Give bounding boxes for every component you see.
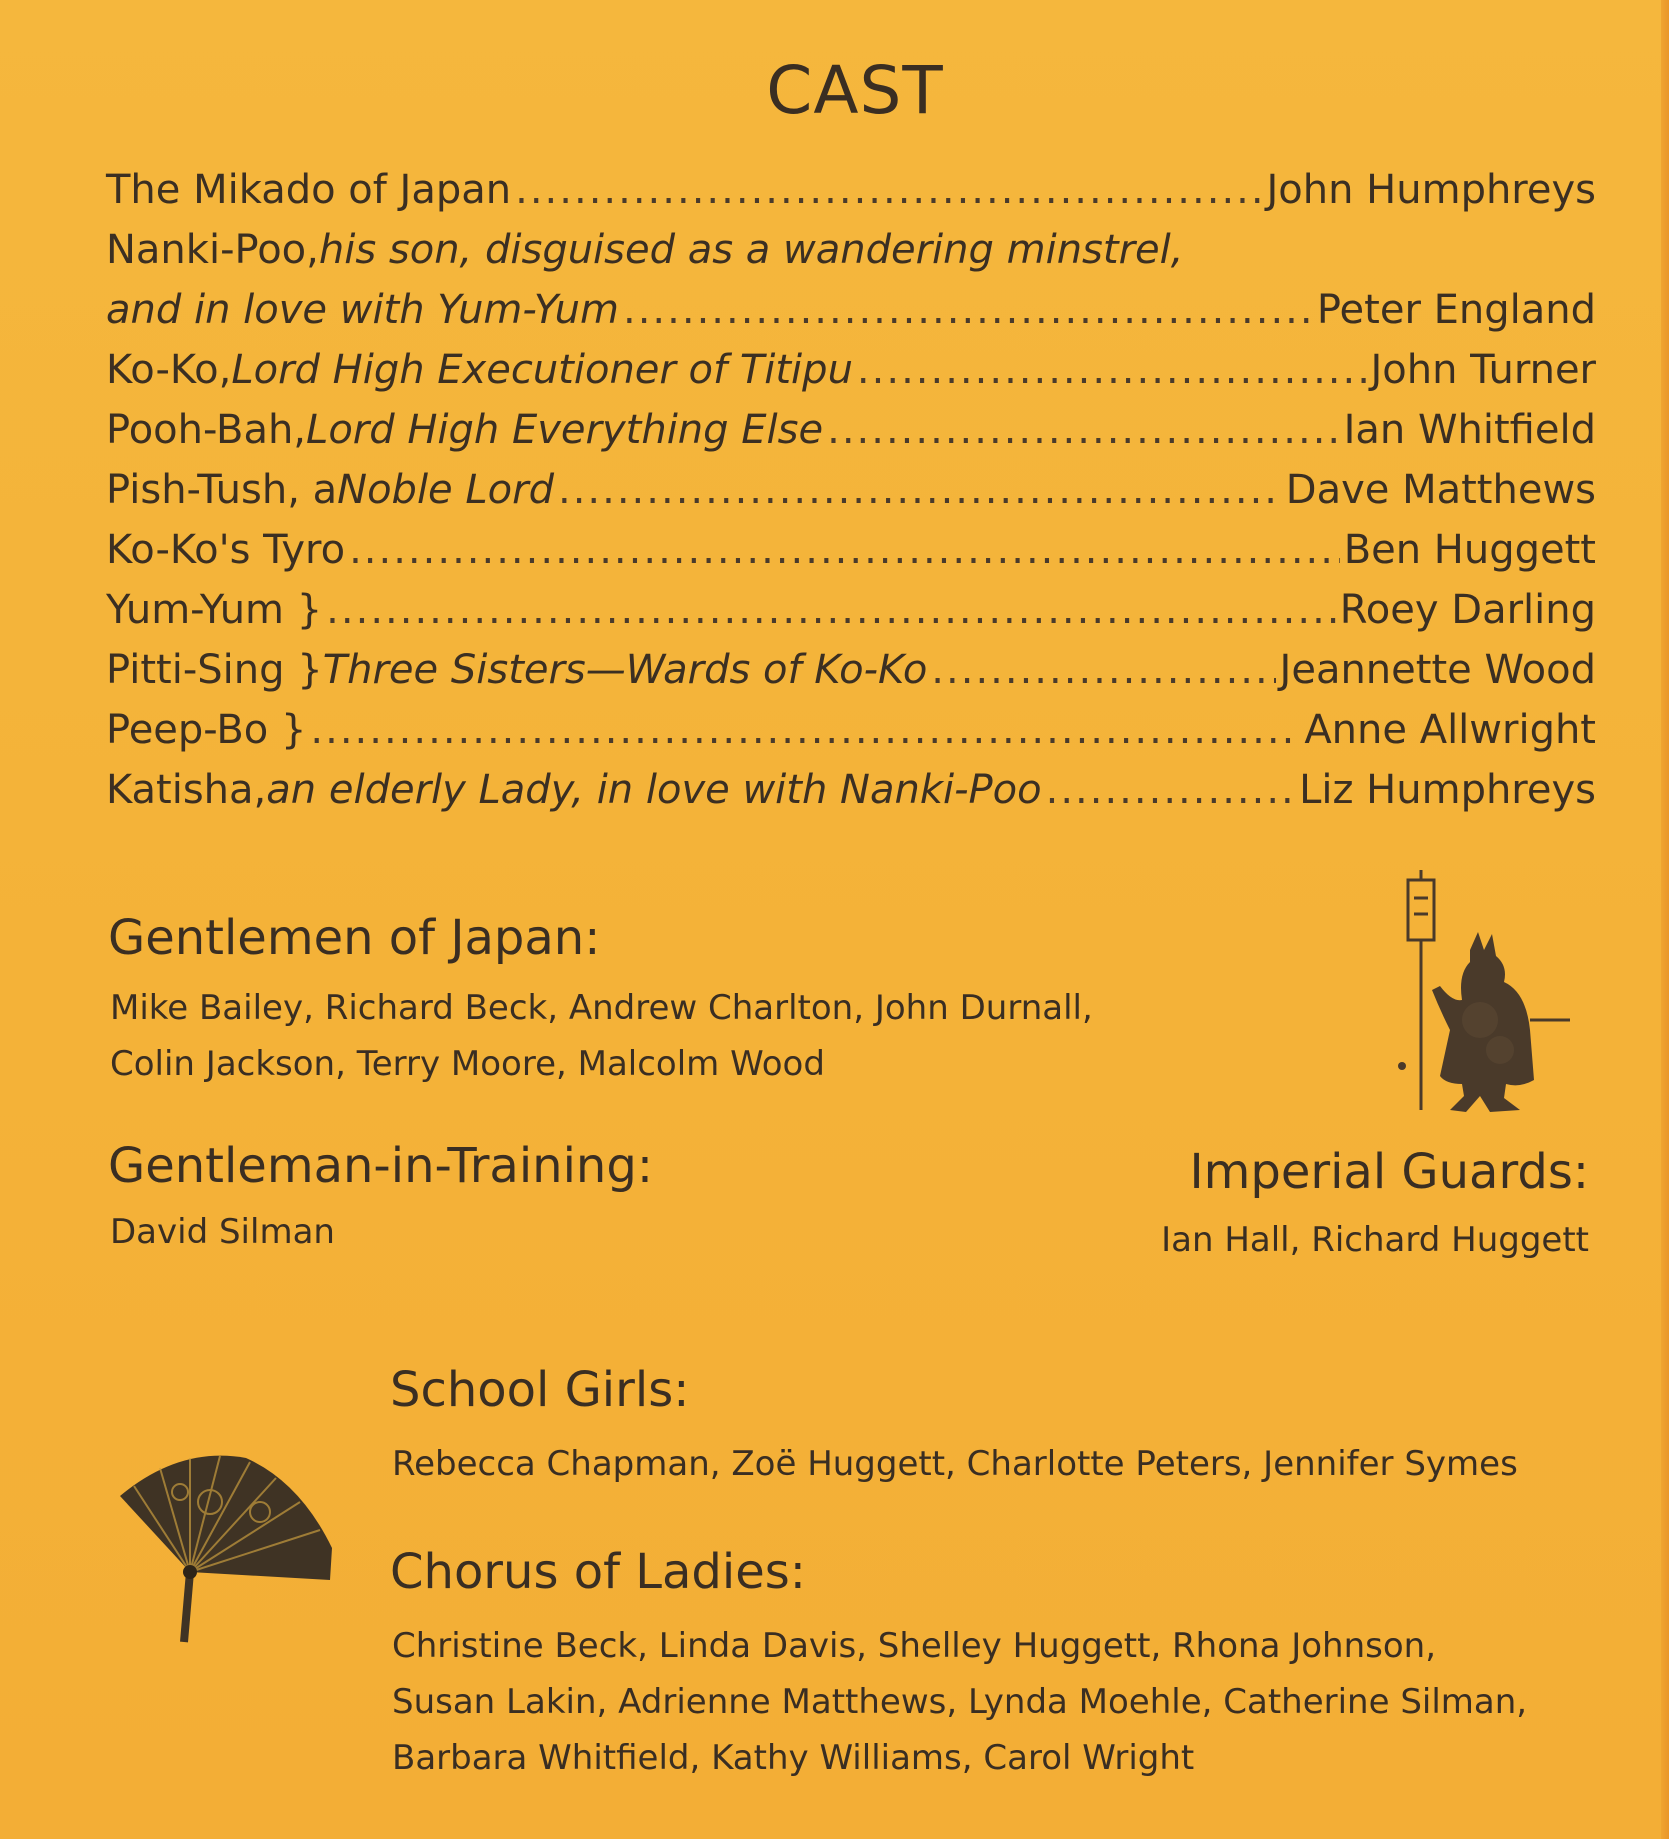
cast-role-description: his son, disguised as a wandering minstrel, — [318, 227, 1184, 273]
cast-role: The Mikado of Japan — [106, 167, 512, 213]
cast-row-pooh-bah — [106, 400, 1596, 460]
cast-role-description: Three Sisters—Wards of Ko-Ko — [322, 647, 928, 693]
cast-role: Ko-Ko's Tyro — [106, 527, 346, 573]
school-girls-names: Rebecca Chapman, Zoë Huggett, Charlotte Peters, Jennifer Symes — [392, 1444, 1518, 1484]
cast-role-description: and in love with Yum-Yum — [106, 287, 619, 333]
cast-role-description: Noble Lord — [337, 467, 554, 513]
cast-row-katisha — [106, 760, 1596, 820]
cast-role: Pitti-Sing } — [106, 647, 323, 693]
cast-row-peep-bo — [106, 700, 1596, 760]
cast-actor: Anne Allwright — [1304, 707, 1596, 753]
cast-role: Katisha, — [106, 767, 267, 813]
cast-role: Ko-Ko, — [106, 347, 232, 393]
cast-actor: Liz Humphreys — [1299, 767, 1596, 813]
dot-leader — [349, 520, 1340, 580]
page-title: CAST — [766, 52, 944, 129]
cast-role: Peep-Bo } — [106, 707, 307, 753]
paper-edge — [1661, 0, 1669, 1839]
cast-row-yum-yum — [106, 580, 1596, 640]
cast-role: Yum-Yum } — [106, 587, 323, 633]
cast-row-ko-ko — [106, 340, 1596, 400]
dot-leader — [326, 580, 1336, 640]
cast-actor: Roey Darling — [1339, 587, 1596, 633]
imperial-guards-heading: Imperial Guards: — [1189, 1144, 1589, 1200]
cast-role-description: Lord High Everything Else — [306, 407, 824, 453]
cast-row-mikado — [106, 160, 1596, 220]
cast-role-description: Lord High Executioner of Titipu — [231, 347, 853, 393]
dot-leader — [515, 160, 1262, 220]
gentleman-training-heading: Gentleman-in-Training: — [108, 1138, 653, 1194]
cast-row-nanki-poo — [106, 220, 1596, 280]
cast-actor: Ben Huggett — [1343, 527, 1596, 573]
cast-row-tyro — [106, 520, 1596, 580]
gentleman-training-names: David Silman — [110, 1212, 335, 1252]
dot-leader — [931, 640, 1275, 700]
school-girls-heading: School Girls: — [390, 1362, 690, 1418]
cast-actor: Ian Whitfield — [1343, 407, 1596, 453]
dot-leader — [827, 400, 1340, 460]
chorus-names-line: Christine Beck, Linda Davis, Shelley Huggett, Rhona Johnson, — [392, 1626, 1437, 1666]
dot-leader — [623, 280, 1313, 340]
guard-figure-icon — [1380, 870, 1580, 1120]
dot-leader — [558, 460, 1282, 520]
gentlemen-names — [110, 980, 1093, 1092]
dot-leader — [857, 340, 1367, 400]
cast-actor: John Humphreys — [1266, 167, 1596, 213]
chorus-heading: Chorus of Ladies: — [390, 1544, 806, 1600]
cast-actor: Jeannette Wood — [1279, 647, 1596, 693]
cast-row-pitti-sing — [106, 640, 1596, 700]
cast-actor: John Turner — [1370, 347, 1596, 393]
dot-leader — [1046, 760, 1295, 820]
folding-fan-icon — [120, 1452, 340, 1652]
cast-actor: Dave Matthews — [1285, 467, 1596, 513]
cast-row-pish-tush — [106, 460, 1596, 520]
cast-role: Pish-Tush, a — [106, 467, 338, 513]
cast-role-description: an elderly Lady, in love with Nanki-Poo — [266, 767, 1042, 813]
cast-actor: Peter England — [1316, 287, 1596, 333]
cast-role: Nanki-Poo, — [106, 227, 319, 273]
cast-role: Pooh-Bah, — [106, 407, 307, 453]
gentlemen-names-line: Mike Bailey, Richard Beck, Andrew Charlton, John Durnall, — [110, 988, 1093, 1028]
gentlemen-names-line: Colin Jackson, Terry Moore, Malcolm Wood — [110, 1044, 825, 1084]
chorus-names-line: Barbara Whitfield, Kathy Williams, Carol Wright — [392, 1738, 1195, 1778]
chorus-names — [392, 1618, 1527, 1786]
imperial-guards-names: Ian Hall, Richard Huggett — [1161, 1220, 1589, 1260]
cast-list — [106, 160, 1596, 820]
cast-row-nanki-poo-cont — [106, 280, 1596, 340]
dot-leader — [310, 700, 1300, 760]
chorus-names-line: Susan Lakin, Adrienne Matthews, Lynda Moehle, Catherine Silman, — [392, 1682, 1528, 1722]
gentlemen-heading: Gentlemen of Japan: — [108, 910, 601, 966]
